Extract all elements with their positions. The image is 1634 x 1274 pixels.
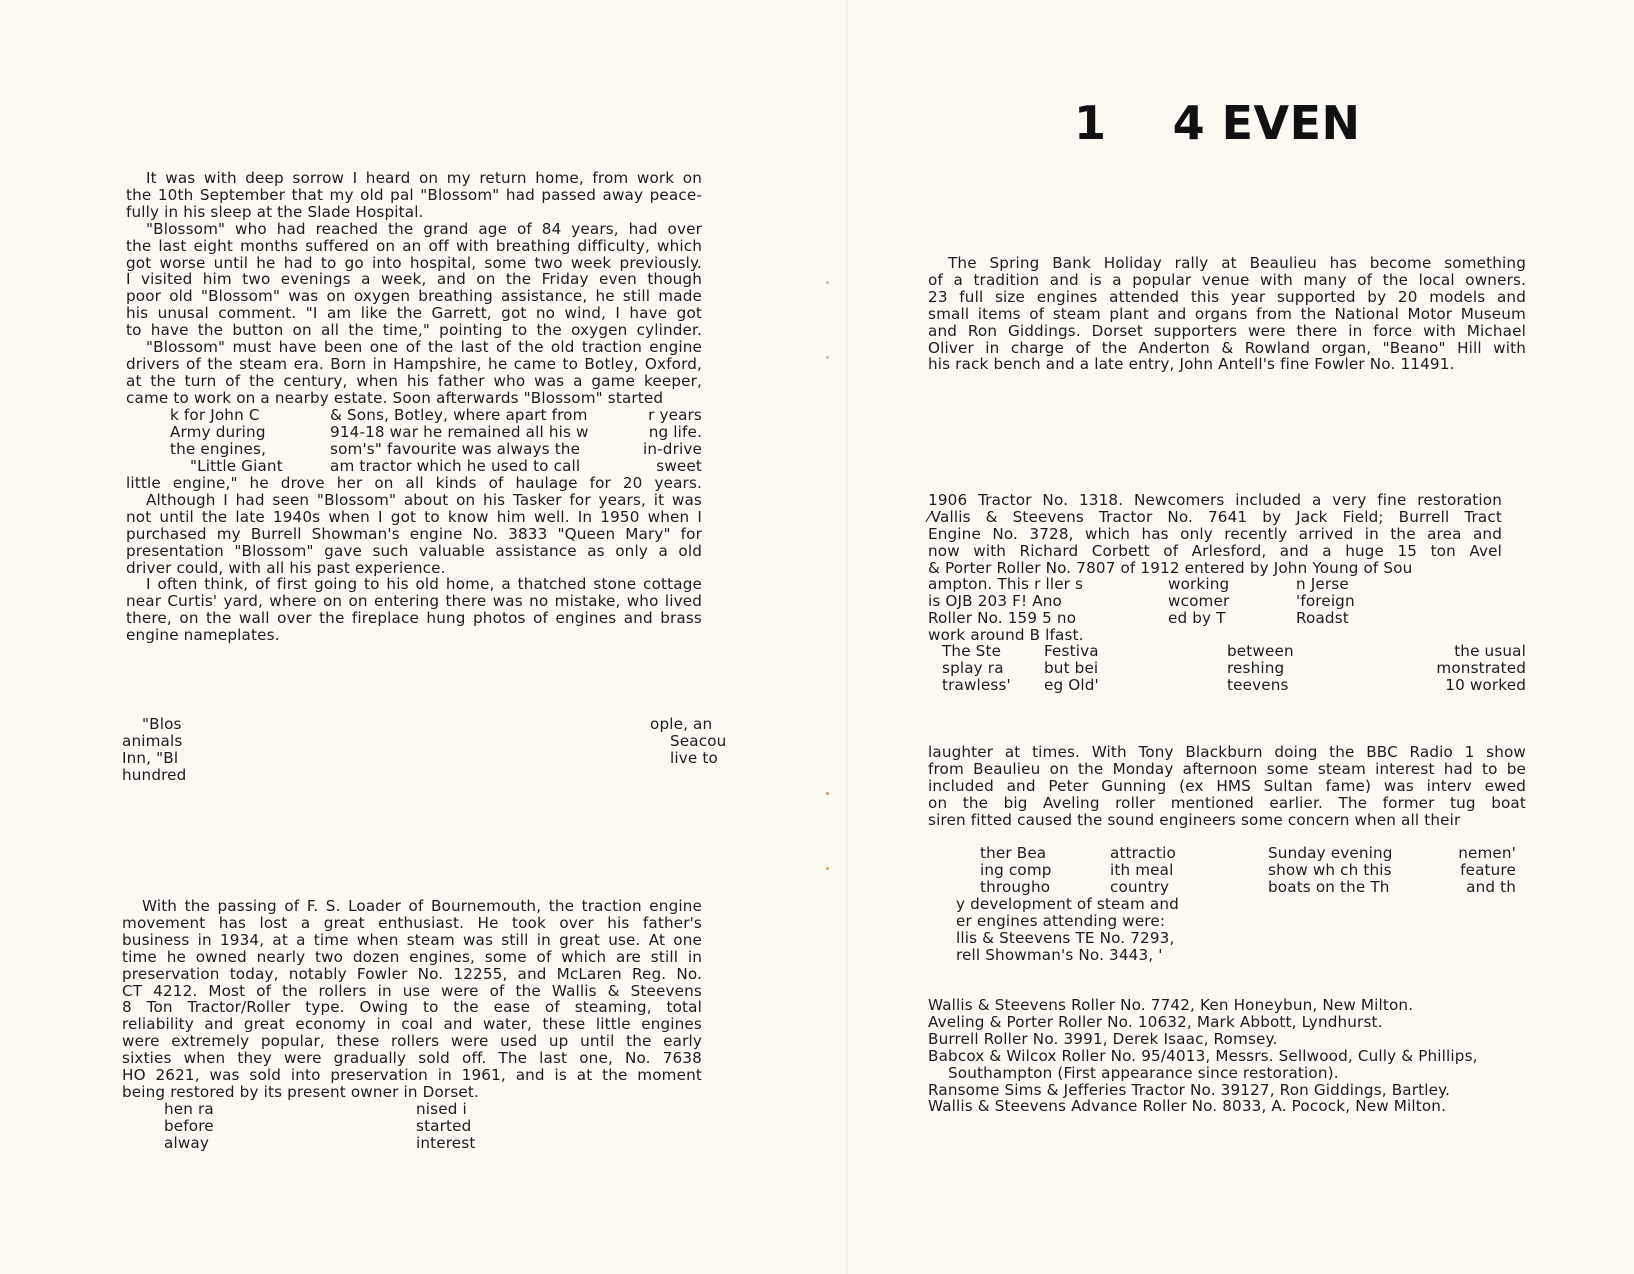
- tractor-newcomers-paragraph: [928, 492, 1502, 577]
- text-line: interest: [416, 1133, 476, 1152]
- text-line: driver could, with all his past experience.: [126, 558, 446, 577]
- text-line: Festiva: [1044, 642, 1099, 660]
- text-line: of a tradition and is a popular venue with many of the local owners.: [928, 270, 1526, 289]
- text-line: 10 worked: [1445, 675, 1526, 694]
- festival-torn-column-a: [942, 643, 1032, 694]
- text-line: The Ste: [942, 642, 1002, 660]
- radio-torn-column-b: [1110, 845, 1200, 896]
- text-line: "Blos: [142, 715, 182, 733]
- text-line: nised i: [416, 1100, 467, 1118]
- text-line: CT 4212. Most of the rollers in use were of the Wallis & Steevens: [122, 981, 702, 1000]
- text-line: 8 Ton Tractor/Roller type. Owing to the ease of steaming, total: [122, 998, 702, 1017]
- beaulieu-rally-paragraph: [928, 255, 1526, 373]
- text-line: Although I had seen "Blossom" about on his Tasker for years, it was: [146, 490, 702, 509]
- text-line: Roadst: [1296, 608, 1349, 627]
- blossom-torn-column-b: [330, 407, 620, 475]
- text-line: rell Showman's No. 3443, ': [956, 945, 1163, 964]
- text-line: I visited him two evenings a week, and on the Friday even though: [126, 270, 702, 289]
- text-line: working: [1168, 575, 1230, 593]
- blossom-obituary-continued: [126, 475, 702, 644]
- text-line: sweet: [656, 456, 702, 475]
- text-line: came to work on a nearby estate. Soon afterwards "Blossom" started: [126, 388, 664, 407]
- text-line: hen ra: [164, 1100, 214, 1118]
- text-line: ⁄Vallis & Steevens Tractor No. 7641 by Jack Field; Burrell Tract: [928, 507, 1502, 526]
- text-line: througho: [980, 877, 1051, 896]
- text-line: Roller No. 159 5 no: [928, 608, 1077, 627]
- text-line: Southampton (First appearance since restoration).: [948, 1063, 1339, 1082]
- text-line: his unusal comment. "I am like the Garrett, got no wind, I have got: [126, 304, 702, 323]
- text-line: being restored by its present owner in Dorset.: [122, 1082, 479, 1101]
- text-line: drivers of the steam era. Born in Hampshire, he came to Botley, Oxford,: [126, 354, 702, 373]
- text-line: show wh ch this: [1268, 860, 1392, 879]
- text-line: on the big Aveling roller mentioned earlier. The former tug boat: [928, 793, 1526, 812]
- tractor-torn-column-b: [1168, 576, 1268, 627]
- text-line: got worse until he had to go into hospital, some two week previously.: [126, 253, 702, 272]
- text-line: With the passing of F. S. Loader of Bournemouth, the traction engine: [142, 897, 702, 915]
- blossom-torn-column-c: [620, 407, 702, 475]
- radio-torn-column-e: [956, 896, 1196, 964]
- text-line: HO 2621, was sold into preservation in 1961, and is at the moment: [122, 1066, 702, 1085]
- text-line: Inn, "Bl: [122, 748, 179, 767]
- text-line: reshing: [1227, 658, 1285, 677]
- text-line: the last eight months suffered on an off with breathing difficulty, which: [126, 236, 702, 255]
- text-line: Engine No. 3728, which has only recently arrived in the area and: [928, 524, 1502, 543]
- text-line: k for John C: [170, 406, 260, 424]
- text-line: Sunday evening: [1268, 844, 1393, 862]
- text-line: splay ra: [942, 658, 1004, 677]
- text-line: between: [1227, 642, 1294, 660]
- text-line: attractio: [1110, 844, 1176, 862]
- text-line: y development of steam and: [956, 895, 1179, 913]
- text-line: boats on the Th: [1268, 877, 1390, 896]
- text-line: small items of steam plant and organs from the National Motor Museum: [928, 304, 1526, 323]
- text-line: trawless': [942, 675, 1011, 694]
- text-line: Wallis & Steevens Roller No. 7742, Ken Honeybun, New Milton.: [928, 996, 1414, 1014]
- text-line: & Sons, Botley, where apart from: [330, 406, 588, 424]
- tractor-torn-column-c: [1296, 576, 1396, 627]
- text-line: engine nameplates.: [126, 626, 280, 645]
- text-line: 'foreign: [1296, 591, 1355, 610]
- text-line: preservation today, notably Fowler No. 12255, and McLaren Reg. No.: [122, 964, 702, 983]
- blossom-torn-fragment-right: [650, 716, 740, 767]
- loader-torn-column-a: [164, 1101, 264, 1152]
- text-line: but bei: [1044, 658, 1099, 677]
- text-line: Army during: [170, 422, 266, 441]
- tractor-torn-column-a: [928, 576, 1098, 644]
- text-line: & Porter Roller No. 7807 of 1912 entered by John Young of Sou: [928, 558, 1413, 577]
- text-line: Seacou: [670, 731, 727, 750]
- text-line: "Blossom" who had reached the grand age of 84 years, had over: [146, 219, 702, 238]
- text-line: the engines,: [170, 439, 267, 458]
- radio-torn-column-a: [980, 845, 1070, 896]
- text-line: Oliver in charge of the Anderton & Rowland organ, "Beano" Hill with: [928, 338, 1526, 357]
- text-line: Ransome Sims & Jefferies Tractor No. 39127, Ron Giddings, Bartley.: [928, 1080, 1451, 1099]
- text-line: r years: [648, 406, 702, 424]
- text-line: I often think, of first going to his old home, a thatched stone cottage: [146, 575, 702, 594]
- text-line: reliability and great economy in coal and water, these little engines: [122, 1015, 702, 1034]
- text-line: sixties when they were gradually sold off. The last one, No. 7638: [122, 1049, 702, 1068]
- text-line: feature: [1460, 860, 1516, 879]
- blossom-obituary-paragraph: [126, 170, 702, 407]
- text-line: eg Old': [1044, 675, 1099, 694]
- text-line: time he owned nearly two dozen engines, some of which are still in: [122, 947, 702, 966]
- text-line: work around B lfast.: [928, 625, 1084, 644]
- blossom-torn-column-a: [170, 407, 300, 475]
- text-line: n Jerse: [1296, 575, 1349, 593]
- text-line: 23 full size engines attended this year supported by 20 models and: [928, 287, 1526, 306]
- text-line: and Ron Giddings. Dorset supporters were there in force with Michael: [928, 321, 1526, 340]
- text-line: is OJB 203 F! Ano: [928, 591, 1062, 610]
- text-line: er engines attending were:: [956, 911, 1166, 930]
- text-line: ed by T: [1168, 608, 1226, 627]
- text-line: 1906 Tractor No. 1318. Newcomers included a very fine restoration: [928, 491, 1502, 509]
- loader-torn-column-b: [416, 1101, 516, 1152]
- text-line: The Spring Bank Holiday rally at Beaulieu has become something: [948, 254, 1526, 272]
- text-line: Burrell Roller No. 3991, Derek Isaac, Romsey.: [928, 1029, 1278, 1048]
- scan-speck: [826, 356, 829, 359]
- text-line: wcomer: [1168, 591, 1230, 610]
- text-line: in-drive: [643, 439, 702, 458]
- text-line: business in 1934, at a time when steam was still in great use. At one: [122, 930, 702, 949]
- text-line: ther Bea: [980, 844, 1047, 862]
- text-line: fully in his sleep at the Slade Hospital.: [126, 202, 424, 221]
- text-line: poor old "Blossom" was on oxygen breathing assistance, he still made: [126, 287, 702, 306]
- text-line: 914-18 war he remained all his w: [330, 422, 589, 441]
- radio-torn-column-d: [1436, 845, 1516, 896]
- festival-torn-column-b: [1044, 643, 1134, 694]
- text-line: It was with deep sorrow I heard on my return home, from work on: [146, 169, 702, 187]
- text-line: purchased my Burrell Showman's engine No. 3833 "Queen Mary" for: [126, 524, 702, 543]
- text-line: hundred: [122, 765, 187, 784]
- radio-one-paragraph: [928, 744, 1526, 829]
- text-line: included and Peter Gunning (ex HMS Sultan fame) was interv ewed: [928, 776, 1526, 795]
- text-line: started: [416, 1116, 472, 1135]
- text-line: alway: [164, 1133, 209, 1152]
- text-line: not until the late 1940s when I got to know him well. In 1950 when I: [126, 507, 702, 526]
- text-line: presentation "Blossom" gave such valuable assistance as only a old: [126, 541, 702, 560]
- page-title: 1 4 EVEN: [1074, 96, 1361, 150]
- text-line: am tractor which he used to call: [330, 456, 581, 475]
- text-line: the usual: [1454, 642, 1526, 660]
- scan-speck: [826, 281, 829, 284]
- text-line: to have the button on all the time," pointing to the oxygen cylinder.: [126, 321, 702, 340]
- text-line: near Curtis' yard, where on on entering there was no mistake, who lived: [126, 592, 702, 611]
- text-line: movement has lost a great enthusiast. He took over his father's: [122, 913, 702, 932]
- text-line: Aveling & Porter Roller No. 10632, Mark Abbott, Lyndhurst.: [928, 1012, 1383, 1031]
- text-line: som's" favourite was always the: [330, 439, 581, 458]
- text-line: monstrated: [1436, 658, 1526, 677]
- text-line: Wallis & Steevens Advance Roller No. 8033, A. Pocock, New Milton.: [928, 1097, 1447, 1116]
- loader-obituary-paragraph: [122, 898, 702, 1101]
- engines-attending-list: [928, 997, 1530, 1115]
- text-line: live to: [670, 748, 718, 767]
- text-line: little engine," he drove her on all kinds of haulage for 20 years.: [126, 474, 702, 492]
- radio-torn-column-c: [1268, 845, 1408, 896]
- text-line: llis & Steevens TE No. 7293,: [956, 928, 1175, 947]
- text-line: "Little Giant: [190, 456, 283, 475]
- text-line: the 10th September that my old pal "Blossom" had passed away peace-: [126, 185, 702, 204]
- text-line: there, on the wall over the fireplace hung photos of engines and brass: [126, 609, 702, 628]
- blossom-torn-fragment-left: [122, 716, 212, 784]
- page-gutter: [846, 0, 848, 1274]
- text-line: ith meal: [1110, 860, 1174, 879]
- text-line: animals: [122, 731, 183, 750]
- text-line: ople, an: [650, 715, 713, 733]
- text-line: country: [1110, 877, 1170, 896]
- text-line: his rack bench and a late entry, John Antell's fine Fowler No. 11491.: [928, 355, 1455, 374]
- festival-torn-column-d: [1400, 643, 1526, 694]
- text-line: now with Richard Corbett of Arlesford, and a huge 15 ton Avel: [928, 541, 1502, 560]
- text-line: siren fitted caused the sound engineers some concern when all their: [928, 810, 1461, 829]
- scan-speck: [826, 867, 829, 870]
- text-line: teevens: [1227, 675, 1289, 694]
- text-line: ampton. This r ller s: [928, 575, 1084, 593]
- festival-torn-column-c: [1227, 643, 1327, 694]
- text-line: "Blossom" must have been one of the last of the old traction engine: [146, 338, 702, 357]
- text-line: before: [164, 1116, 214, 1135]
- text-line: were extremely popular, these rollers were used up until the early: [122, 1032, 702, 1051]
- text-line: Babcox & Wilcox Roller No. 95/4013, Messrs. Sellwood, Cully & Phillips,: [928, 1046, 1478, 1065]
- text-line: at the turn of the century, when his father who was a game keeper,: [126, 371, 702, 390]
- text-line: and th: [1466, 877, 1516, 896]
- scan-speck: [826, 792, 829, 795]
- text-line: laughter at times. With Tony Blackburn doing the BBC Radio 1 show: [928, 743, 1526, 761]
- text-line: ng life.: [648, 422, 702, 441]
- text-line: from Beaulieu on the Monday afternoon some steam interest had to be: [928, 759, 1526, 778]
- text-line: nemen': [1458, 844, 1516, 862]
- text-line: ing comp: [980, 860, 1052, 879]
